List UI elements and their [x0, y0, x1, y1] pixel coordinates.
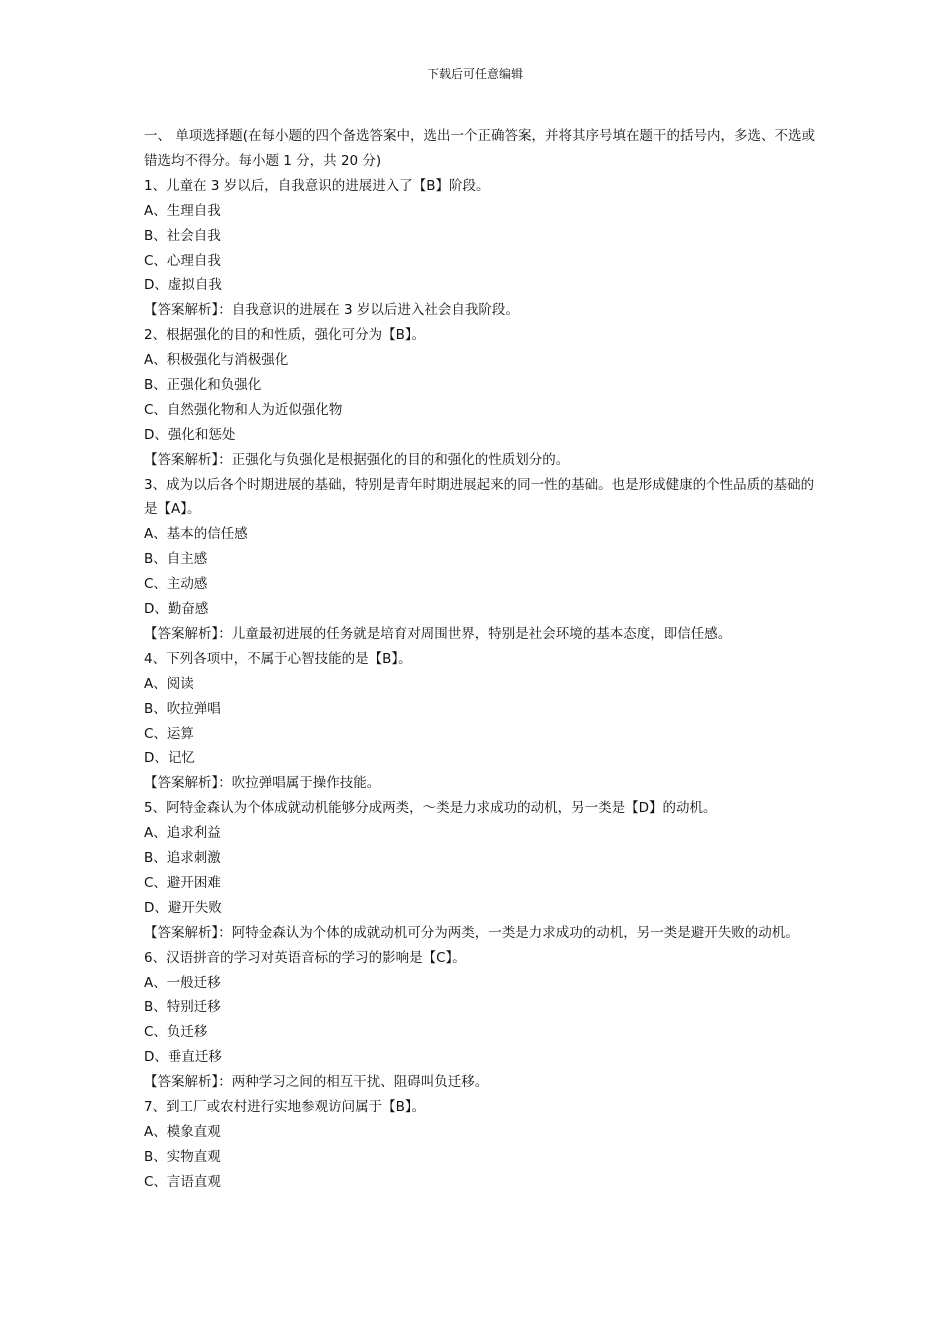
answer-option: C、主动感: [144, 576, 208, 593]
answer-option: B、特别迁移: [144, 999, 221, 1016]
question-block: [144, 473, 824, 647]
answer-option: C、心理自我: [144, 252, 221, 269]
answer-option: B、实物直观: [144, 1148, 221, 1165]
answer-option: A、基本的信任感: [144, 526, 248, 543]
question-block: [144, 323, 824, 472]
answer-option: D、记忆: [144, 750, 195, 767]
answer-analysis: 【答案解析】：阿特金森认为个体的成就动机可分为两类，一类是力求成功的动机，另一类是避开失败的动机。: [144, 924, 799, 941]
answer-option: A、阅读: [144, 675, 194, 692]
answer-analysis: 【答案解析】：两种学习之间的相互干扰、阻碍叫负迁移。: [144, 1074, 489, 1091]
question-block: [144, 796, 824, 945]
question-stem: 4、下列各项中，不属于心智技能的是【B】。: [144, 650, 412, 667]
question-block: [144, 174, 824, 323]
question-block: [144, 1095, 824, 1195]
answer-option: D、避开失败: [144, 899, 222, 916]
answer-option: B、吹拉弹唱: [144, 700, 221, 717]
answer-analysis: 【答案解析】：自我意识的进展在 3 岁以后进入社会自我阶段。: [144, 302, 519, 319]
answer-option: C、负迁移: [144, 1024, 208, 1041]
answer-option: B、追求刺激: [144, 850, 221, 867]
question-stem: 2、根据强化的目的和性质，强化可分为【B】。: [144, 327, 426, 344]
section-title: 一、 单项选择题(在每小题的四个备选答案中，选出一个正确答案，并将其序号填在题干的括号内，多选、不选或错选均不得分。每小题 1 分，共 20 分): [144, 128, 816, 169]
answer-option: A、模象直观: [144, 1123, 221, 1140]
question-stem: 6、汉语拼音的学习对英语音标的学习的影响是【C】。: [144, 949, 466, 966]
answer-option: C、自然强化物和人为近似强化物: [144, 401, 343, 418]
answer-option: A、生理自我: [144, 202, 221, 219]
answer-analysis: 【答案解析】：儿童最初进展的任务就是培育对周围世界，特别是社会环境的基本态度，即信任感。: [144, 625, 732, 642]
page-header: 下载后可任意编辑: [426, 67, 523, 81]
answer-option: C、避开困难: [144, 874, 221, 891]
answer-option: D、垂直迁移: [144, 1049, 222, 1066]
answer-option: A、一般迁移: [144, 974, 221, 991]
question-stem: 5、阿特金森认为个体成就动机能够分成两类，～类是力求成功的动机，另一类是【D】的动机。: [144, 800, 717, 817]
answer-option: D、虚拟自我: [144, 277, 222, 294]
answer-option: D、强化和惩处: [144, 426, 236, 443]
answer-option: C、运算: [144, 725, 194, 742]
answer-analysis: 【答案解析】：正强化与负强化是根据强化的目的和强化的性质划分的。: [144, 451, 570, 468]
answer-option: A、积极强化与消极强化: [144, 352, 289, 369]
answer-option: A、追求利益: [144, 825, 221, 842]
question-block: [144, 647, 824, 796]
answer-option: D、勤奋感: [144, 601, 209, 618]
answer-option: C、言语直观: [144, 1173, 221, 1190]
answer-option: B、正强化和负强化: [144, 376, 262, 393]
question-stem: 3、成为以后各个时期进展的基础，特别是青年时期进展起来的同一性的基础。也是形成健康的个性品质的基础的是【A】。: [144, 476, 815, 518]
question-stem: 1、儿童在 3 岁以后，自我意识的进展进入了【B】阶段。: [144, 177, 490, 194]
answer-analysis: 【答案解析】：吹拉弹唱属于操作技能。: [144, 775, 381, 792]
answer-option: B、自主感: [144, 551, 208, 568]
document-body: [144, 124, 824, 1195]
question-block: [144, 946, 824, 1095]
answer-option: B、社会自我: [144, 227, 221, 244]
question-stem: 7、到工厂或农村进行实地参观访问属于【B】。: [144, 1098, 426, 1115]
question-list: [144, 174, 824, 1195]
